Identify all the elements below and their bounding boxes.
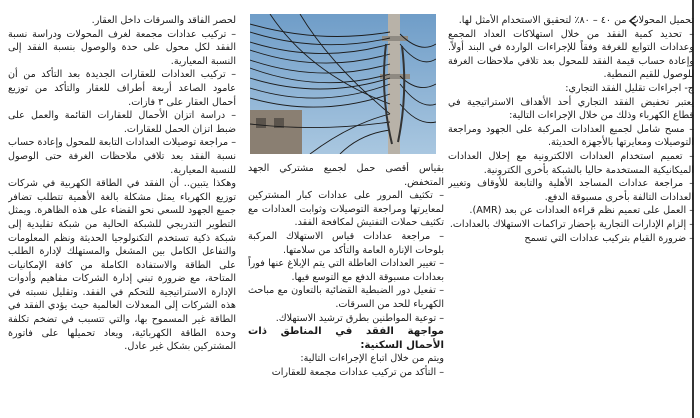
paragraph: – ضرورة القيام بتركيب عدادات التي تسمح xyxy=(524,232,694,244)
paragraph: – تغيير العدادات العاطلة التي يتم الإبلاغ عنها فوراً بعدادات مسبوقة الدفع مع التوسع فيها. xyxy=(248,258,444,283)
paragraph: لحصر الفاقد والسرقات داخل العقار. xyxy=(91,15,236,26)
paragraph: ج- اجراءات تقليل الفقد التجاري: xyxy=(565,82,694,94)
paragraph: – دراسة اتزان الأحمال للعقارات القائمة والعمل على ضبط اتزان الحمل للعقارات. xyxy=(8,110,236,135)
section-heading: مواجهة الفقد في المناطق ذات الأحمال السكنية: xyxy=(248,326,444,351)
paragraph: وهكذا يتبين.. أن الفقد في الطاقة الكهربية في شركات توزيع الكهرباء يمثل مشكلة بالغة الأهمية تتطلب تضافر جميع الجهود للسعي نحو القضاء على هذه الظاهرة. ويمثل التطوير التدريجي للشبكة الحالية من شبكة تقليدية إلى شبكة ذكية تستخدم التكنولوجيا الحديثة ونظم المعلومات والتفاعل الكامل بين المشغل والمستهلك لإدارة الطلب على الطاقة والاستفادة الكاملة من كافة الإمكانيات المتاحة، مع ضرورة تبني إدارة الشركات مفاهيم وأدوات الإدارة الاستراتيجية للتحكم في الفقد. وتقليل نسبته في هذه الشركات إلى المعدلات العالمية حيث يؤدي الفقد في الطاقة غير المسموح بها، والتي تتسبب في تضخم تكلفة وحدة الطاقة الكهربائية، ويعاد تحميلها على فاتورة المشتركين بشكل غير عادل. xyxy=(8,178,236,353)
paragraph: – تعميم استخدام العدادات الالكترونية مع إحلال العدادات الميكانيكية المستخدمة حاليا بالشبكة بأخرى الكترونية. xyxy=(448,150,694,176)
column-left xyxy=(8,14,236,414)
arrow-left-icon xyxy=(626,14,640,28)
paragraph: – العمل على تعميم نظم قراءة العدادات عن بعد (AMR). xyxy=(469,205,694,217)
power-lines-illustration xyxy=(250,14,436,154)
paragraph: – مراجعة توصيلات العدادات التابعة للمحول وإعادة حساب نسبة الفقد بعد تلافي ملاحظات الغرفة حتى الوصول للنسبة المعيارية. xyxy=(8,137,236,176)
column-middle xyxy=(248,162,444,414)
paragraph: – تفعيل دور الضبطية القضائية بالتعاون مع مباحث الكهرباء للحد من السرقات. xyxy=(248,285,444,310)
paragraph: – إلزام الإدارات التجارية بإحضار تراكمات الاستهلاك بالعدادات. xyxy=(449,218,694,230)
power-lines-photo xyxy=(250,14,436,154)
paragraph: – توعية المواطنين بطرق ترشيد الاستهلاك. xyxy=(275,312,444,324)
paragraph: تحميل المحولات من ٤٠ – ٨٠٪ لتحقيق الاستخدام الأمثل لها. xyxy=(458,15,694,26)
paragraph: – مراجعة عدادات المساجد الأهلية والتابعة للأوقاف وتغيير العدادات التالفة بأخرى مسبوقة الدفع. xyxy=(448,178,694,203)
paragraph: – مسح شامل لجميع العدادات المركبة على الجهود ومراجعة التوصيلات ومعايرتها بالأجهزة الحديثة. xyxy=(448,123,694,149)
paragraph: – تحديد كمية الفقد من خلال استهلاكات العداد المجمع وعدادات التوابع للغرفة وفقاً للإجراءات الواردة في البند أولاً. وإعادة حساب قيمة الفقد للمحول بعد تلافي ملاحظات الغرفة للوصول للقيم النمطية. xyxy=(448,28,694,81)
paragraph: ويتم من خلال اتباع الإجراءات التالية: xyxy=(300,353,444,365)
paragraph: – مراجعة عدادات قياس الاستهلاك المركبة بلوحات الإنارة العامة والتأكد من سلامتها. xyxy=(248,230,444,256)
paragraph: – تكثيف المرور على عدادات كبار المشتركين لمعايرتها ومراجعة التوصيلات وثوابت العدادات مع تكثيف حملات التفتيش لمكافحة الفقد. xyxy=(248,190,444,229)
paragraph: يعتبر تخفيض الفقد التجاري أحد الأهداف الاستراتيجية في قطاع الكهرباء وذلك من خلال الإجراءات التالية: xyxy=(448,96,694,122)
paragraph: – التأكد من تركيب عدادات مجمعة للعقارات xyxy=(271,366,444,378)
paragraph: بقياس أقصى حمل لجميع مشتركي الجهد المتخفض. xyxy=(248,163,444,188)
column-right xyxy=(448,14,694,414)
paragraph: – تركيب العدادات للعقارات الجديدة بعد التأكد من أن عامود الصاعد أربعة أطراف للعقار والتأكد من توزيع أحمال العقار على ٣ فازات. xyxy=(8,69,236,108)
paragraph: – تركيب عدادات مجمعة لغرف المحولات ودراسة نسبة الفقد لكل محول على حدة والوصول بنسبة الفقد إلى النسبة المعيارية. xyxy=(8,28,236,67)
